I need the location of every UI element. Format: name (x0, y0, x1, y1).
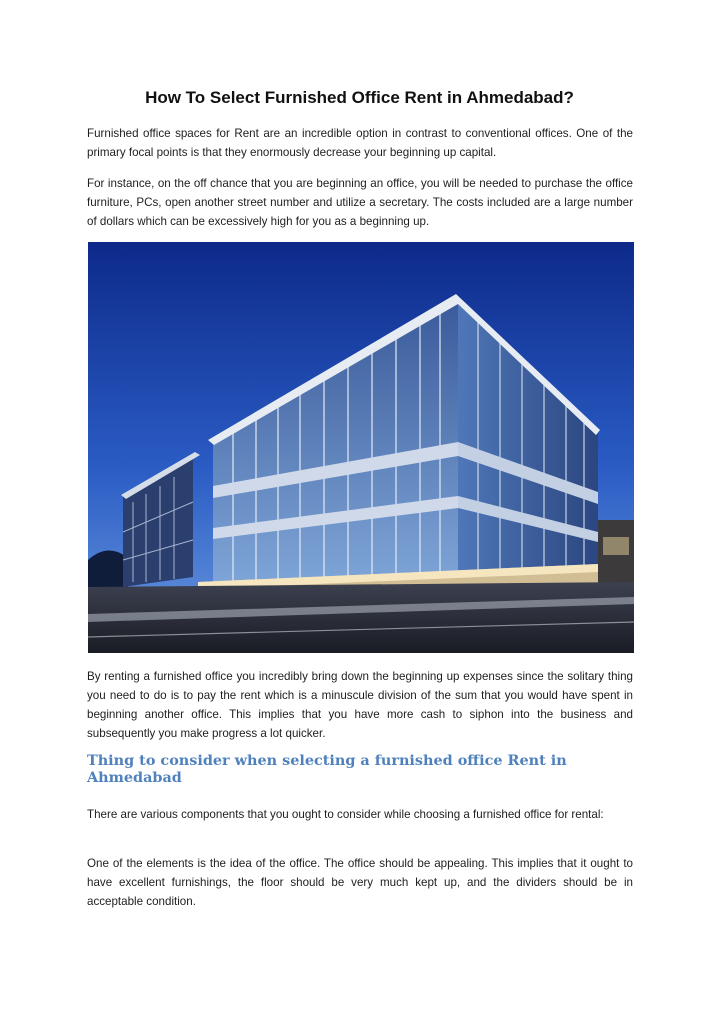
paragraph-office-idea: One of the elements is the idea of the office. The office should be appealing. This implies that it ought to have excellent furnishings, the floor should be very much kept up, and the dividers should be in acceptable condition. (87, 857, 633, 908)
paragraph-benefits: By renting a furnished office you incredibly bring down the beginning up expenses since the solitary thing you need to do is to pay the rent which is a minuscule division of the sum that you would have spent in beginning another office. This implies that you have more cash to siphon into the business and subsequently you make progress a lot quicker. (87, 670, 633, 740)
paragraph-components: There are various components that you ought to consider while choosing a furnished office for rental: (87, 808, 604, 821)
paragraph-intro: Furnished office spaces for Rent are an incredible option in contrast to conventional offices. One of the primary focal points is that they enormously decrease your beginning up capital. (87, 127, 633, 159)
office-building-photo (88, 242, 634, 653)
building-illustration (88, 242, 634, 653)
trees-left (88, 550, 128, 587)
section-heading: Thing to consider when selecting a furnished office Rent in Ahmedabad (87, 752, 567, 786)
paragraph-example: For instance, on the off chance that you are beginning an office, you will be needed to purchase the office furniture, PCs, open another street number and utilize a secretary. The costs included are a large number of dollars which can be excessively high for you as a beginning up. (87, 177, 633, 228)
page-title: How To Select Furnished Office Rent in Ahmedabad? (145, 88, 574, 107)
